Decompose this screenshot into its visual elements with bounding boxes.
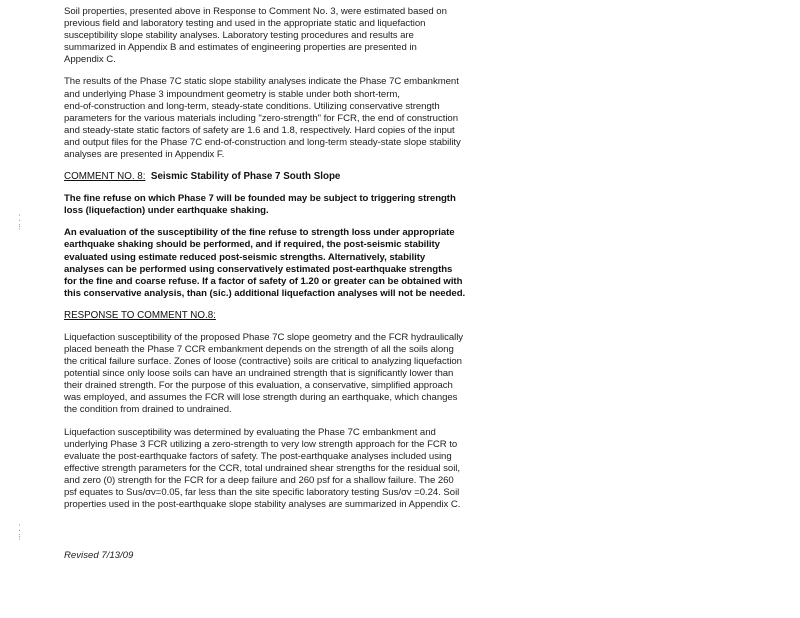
comment-label: COMMENT NO. 8: [64,171,146,183]
text-line: psf equates to Sus/σv=0.05, far less than the site specific laboratory testing Sus/σv =0.24. Soil [64,487,460,498]
text-line: end-of-construction and long-term, steady-state conditions. Utilizing conservative strength [64,100,440,112]
revision-footer: Revised 7/13/09 [64,550,134,561]
comment-title: Seismic Stability of Phase 7 South Slope [150,171,341,183]
scan-mark-bottom: ⁚ ⁝ [18,523,21,542]
text-line: the condition from drained to undrained. [64,404,232,416]
text-line: parameters for the various materials including "zero-strength" for FCR, the end of construction [64,112,458,124]
response-heading [64,310,544,322]
text-line: An evaluation of the susceptibility of the fine refuse to strength loss under appropriate [64,227,455,239]
text-line: Soil properties, presented above in Response to Comment No. 3, were estimated based on [64,6,447,17]
text-line: potential since only loose soils can have an undrained strength that is significantly lower than [64,368,454,380]
document-body [64,6,544,511]
text-line: earthquake shaking should be performed, and if required, the post-seismic stability [64,239,440,251]
response-paragraph-1 [64,332,544,417]
text-line: the critical failure surface. Zones of loose (contractive) soils are critical to analyzing liquefaction [64,356,462,368]
text-line: properties used in the post-earthquake slope stability analyses are summarized in Appendix C. [64,499,461,511]
comment-paragraph-2 [64,227,544,300]
text-line: susceptibility slope stability analyses. Laboratory testing procedures and results are [64,30,414,42]
text-line: and zero (0) strength for the FCR for a deep failure and 260 psf for a shallow failure. The 260 [64,474,454,486]
text-line: analyses are presented in Appendix F. [64,149,225,161]
text-line: effective strength parameters for the CCR, total undrained shear strengths for the residual soil, [64,462,460,474]
response-label: RESPONSE TO COMMENT NO.8: [64,309,216,321]
text-line: Liquefaction susceptibility of the proposed Phase 7C slope geometry and the FCR hydraulically [64,331,464,343]
paragraph-soil-properties [64,6,544,66]
text-line: The results of the Phase 7C static slope stability analyses indicate the Phase 7C embankment [64,76,459,88]
comment-heading [64,171,544,183]
text-line: for the fine and coarse refuse. If a factor of safety of 1.20 or greater can be obtained with [64,275,463,287]
text-line: and output files for the Phase 7C end-of-construction and long-term steady-state slope stability [64,136,461,148]
text-line: was employed, and assumes the FCR will lose strength during an earthquake, which changes [64,392,458,404]
text-line: this conservative analysis, than (sic.) additional liquefaction analyses will not be needed. [64,287,466,299]
text-line: loss (liquefaction) under earthquake shaking. [64,205,269,217]
text-line: placed beneath the Phase 7 CCR embankment depends on the strength of all the soils along [64,343,454,355]
text-line: and steady-state static factors of safety are 1.6 and 1.8, respectively. Hard copies of the input [64,124,455,136]
text-line: analyses can be performed using conservatively estimated post-earthquake strengths [64,263,453,275]
text-line: underlying Phase 3 FCR utilizing a zero-strength to very low strength approach for the FCR to [64,438,458,450]
text-line: evaluated using estimate reduced post-seismic strengths. Alternatively, stability [64,251,426,263]
text-line: Liquefaction susceptibility was determined by evaluating the Phase 7C embankment and [64,426,436,438]
text-line: previous field and laboratory testing and used in the appropriate static and liquefaction [64,18,426,30]
text-line: and underlying Phase 3 impoundment geometry is stable under both short-term, [64,88,400,100]
comment-paragraph-1 [64,193,544,217]
text-line: summarized in Appendix B and estimates of engineering properties are presented in [64,42,417,54]
text-line: their drained strength. For the purpose of this evaluation, a conservative, simplified approach [64,380,453,392]
response-paragraph-2 [64,427,544,512]
text-line: evaluate the post-earthquake factors of safety. The post-earthquake analyses included using [64,450,452,462]
text-line: The fine refuse on which Phase 7 will be founded may be subject to triggering strength [64,193,456,205]
scan-mark-top: ⁚ ⁝ [18,213,21,232]
paragraph-static-results [64,76,544,161]
text-line: Appendix C. [64,54,116,66]
